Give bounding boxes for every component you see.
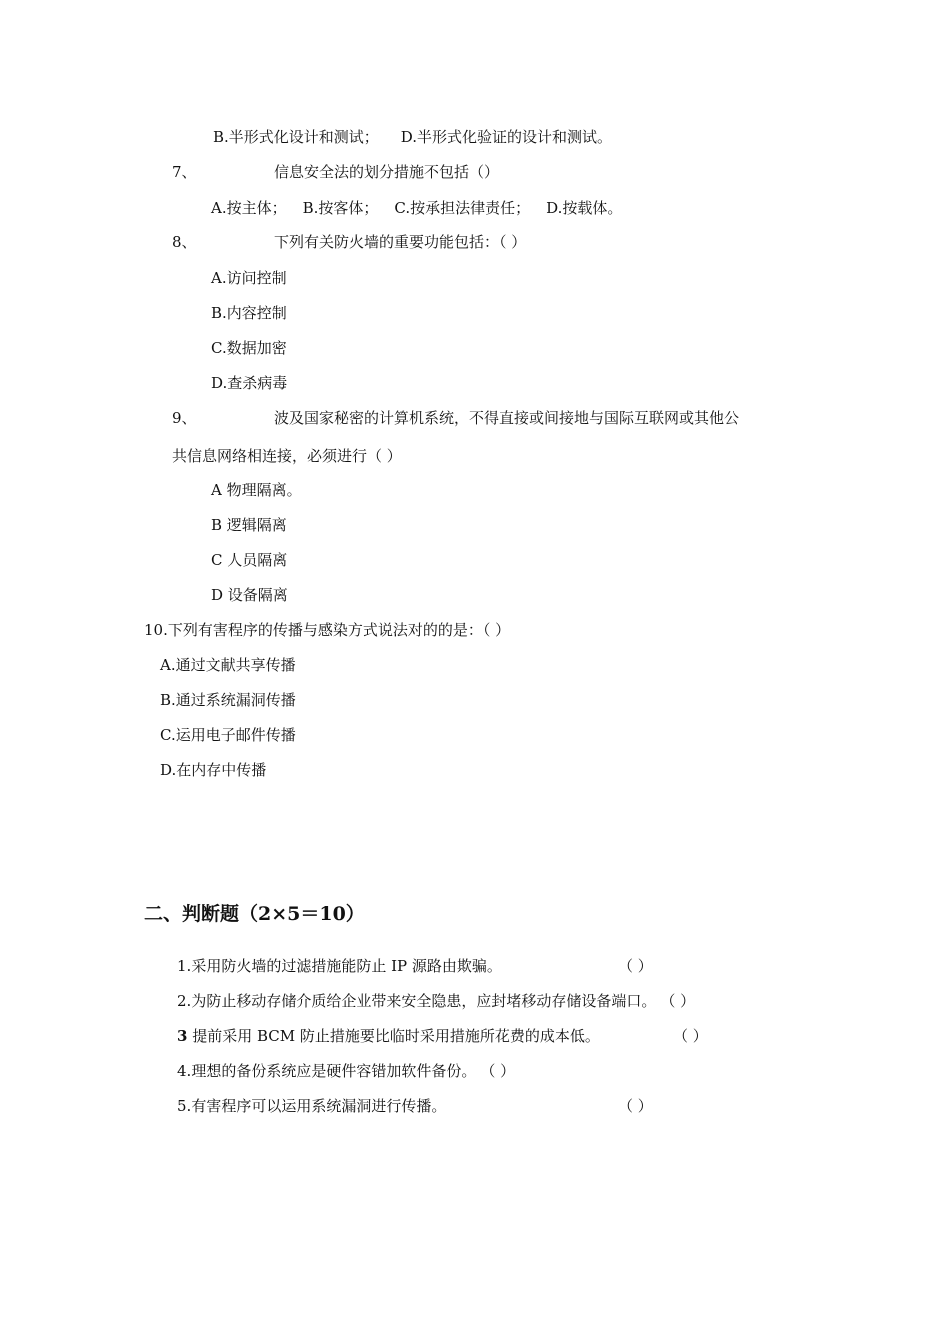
q8-option-c: C.数据加密 — [211, 339, 287, 357]
q10-option-d: D.在内存中传播 — [160, 761, 267, 779]
judge-item-text: 采用防火墙的过滤措施能防止 IP 源路由欺骗。 — [191, 957, 502, 975]
judge-item-2-blank: （ ） — [660, 992, 696, 1010]
q8-stem: 下列有关防火墙的重要功能包括：（ ） — [274, 233, 527, 251]
q7-option-c: C.按承担法律责任； — [394, 199, 531, 217]
judge-item-1 — [177, 956, 502, 976]
q10-option-a: A.通过文献共享传播 — [160, 656, 296, 674]
q6-option-b: B.半形式化设计和测试； — [213, 128, 379, 146]
q9-stem-line1: 波及国家秘密的计算机系统，不得直接或间接地与国际互联网或其他公 — [274, 409, 740, 427]
judge-item-text: 为防止移动存储介质给企业带来安全隐患，应封堵移动存储设备端口。 — [191, 992, 657, 1010]
judge-item-4-blank: （ ） — [480, 1062, 516, 1080]
section2-title: 二、判断题（2×5＝10） — [144, 903, 365, 925]
q10-option-c: C.运用电子邮件传播 — [160, 726, 296, 744]
judge-item-5-blank: （ ） — [618, 1097, 653, 1115]
q8-option-a: A.访问控制 — [211, 269, 287, 287]
q7-option-b: B.按客体； — [302, 199, 379, 217]
q10-option-b: B.通过系统漏洞传播 — [160, 691, 296, 709]
judge-item-number: 1. — [177, 957, 192, 975]
q9-number: 9、 — [172, 409, 197, 427]
q6-options-line — [213, 127, 612, 147]
judge-item-text: 理想的备份系统应是硬件容错加软件备份。 — [191, 1062, 477, 1080]
q9-option-c: C 人员隔离 — [211, 551, 288, 569]
judge-item-3 — [177, 1026, 600, 1046]
judge-item-3-blank: （ ） — [673, 1027, 708, 1045]
judge-item-text: 提前采用 BCM 防止措施要比临时采用措施所花费的成本低。 — [187, 1027, 600, 1045]
judge-item-number: 5. — [177, 1097, 192, 1115]
judge-item-number: 3 — [177, 1027, 188, 1045]
judge-item-2 — [177, 991, 695, 1011]
q9-option-d: D 设备隔离 — [211, 586, 288, 604]
q9-stem-line2: 共信息网络相连接，必须进行（ ） — [172, 447, 402, 465]
judge-item-4 — [177, 1061, 515, 1081]
judge-item-1-blank: （ ） — [618, 957, 653, 975]
q8-option-b: B.内容控制 — [211, 304, 287, 322]
q6-option-d: D.半形式化验证的设计和测试。 — [400, 128, 613, 146]
judge-item-text: 有害程序可以运用系统漏洞进行传播。 — [191, 1097, 447, 1115]
q7-stem: 信息安全法的划分措施不包括（） — [274, 163, 500, 181]
q8-option-d: D.查杀病毒 — [211, 374, 288, 392]
q10-stem: 10.下列有害程序的传播与感染方式说法对的的是：（ ） — [144, 621, 511, 639]
q7-option-a: A.按主体； — [211, 199, 287, 217]
q7-options-line — [211, 198, 622, 218]
q7-number: 7、 — [172, 163, 197, 181]
q7-option-d: D.按载体。 — [546, 199, 623, 217]
q9-option-b: B 逻辑隔离 — [211, 516, 287, 534]
judge-item-number: 2. — [177, 992, 192, 1010]
q8-number: 8、 — [172, 233, 197, 251]
q9-option-a: A 物理隔离。 — [211, 481, 302, 499]
judge-item-number: 4. — [177, 1062, 192, 1080]
judge-item-5 — [177, 1096, 446, 1116]
